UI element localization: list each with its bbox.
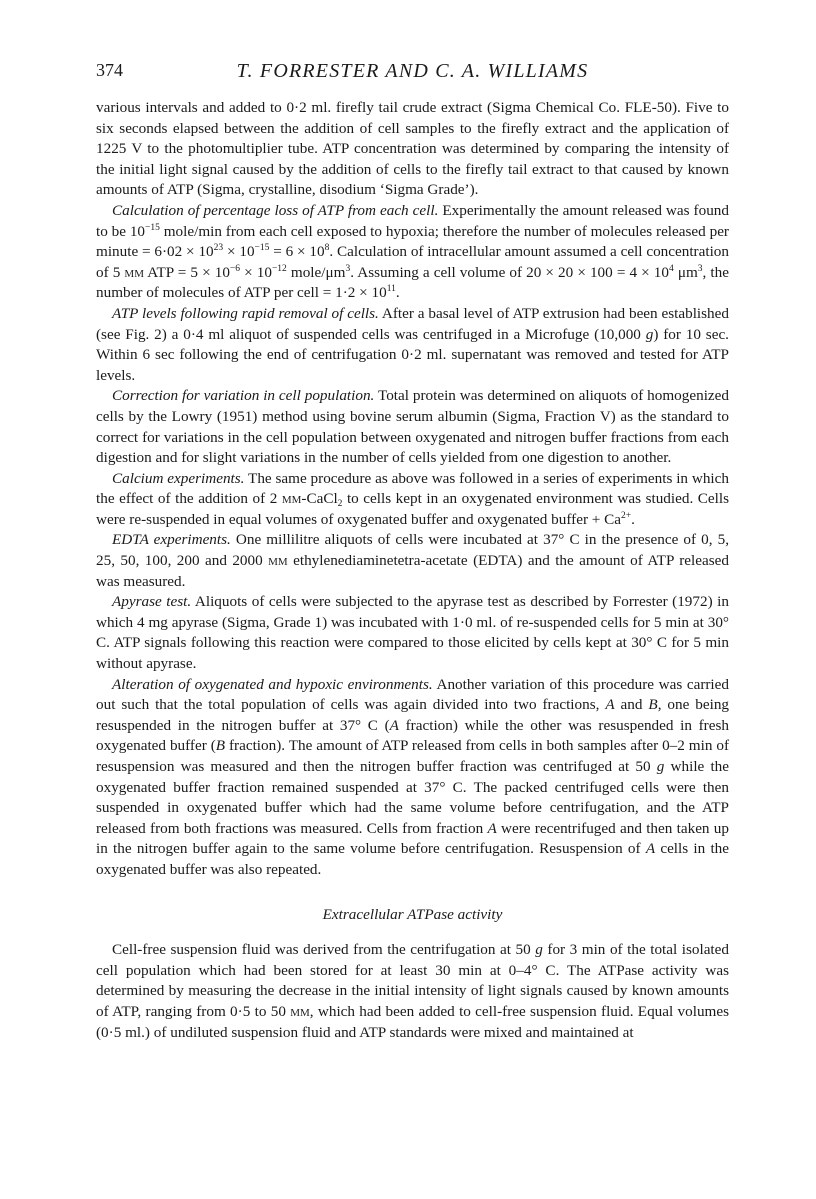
superscript: 4: [669, 263, 674, 274]
text-run: ATP = 5 × 10: [143, 263, 230, 281]
superscript: −12: [271, 263, 287, 274]
page-header: [96, 60, 729, 98]
text-run: . Calculation of intracellular amount assumed a cell concentration of 5: [96, 243, 729, 281]
italic-symbol: B: [215, 737, 226, 755]
italic-symbol: A: [389, 716, 399, 734]
text-run: = 6 × 10: [269, 243, 325, 261]
text-run: fraction). The amount of ATP released from cells in both samples after 0–2 min of resuspension was measured and then the nitrogen buffer fraction was centrifuged at 50: [96, 737, 729, 775]
superscript: 3: [697, 263, 703, 274]
text-run: , the number of molecules of ATP per cell = 1·2 × 10: [96, 263, 729, 302]
text-run: × 10: [223, 243, 255, 261]
text-run: × 10: [240, 263, 272, 281]
paragraph-lead: Correction for variation in cell population.: [112, 387, 375, 405]
paragraph-methods-continued: various intervals and added to 0·2 ml. firefly tail crude extract (Sigma Chemical Co. FLE-50). Five to six seconds elapsed between the addition of cell samples to the firefly extract and the application of 1225 V to the photomultiplier tube. ATP concentration was determined by comparing the intensity of the initial light signal caused by the addition of cells to the firefly tail extract to that caused by known amounts of ATP (Sigma, crystalline, disodium ‘Sigma Grade’).: [96, 99, 729, 199]
text-run: were recentrifuged and then taken up in the nitrogen buffer again to the same volume before centrifugation. Resuspension of: [96, 819, 729, 858]
small-caps-unit: μm: [268, 552, 288, 570]
italic-symbol: A: [487, 819, 497, 837]
text-run: ethylenediaminetetra-acetate (EDTA) and the amount of ATP released was measured.: [96, 552, 729, 590]
superscript: 23: [213, 243, 224, 254]
italic-symbol: A: [645, 840, 656, 858]
paragraph-lead: Calculation of percentage loss of ATP from each cell.: [112, 201, 439, 219]
text-run: to cells kept in an oxygenated environment was studied. Cells were re-suspended in equal volumes of oxygenated buffer and oxygenated buffer + Ca: [96, 490, 730, 528]
text-run: , one being resuspended in the nitrogen buffer at 37° C (: [96, 696, 730, 734]
italic-symbol: g: [645, 325, 654, 343]
page-number: 374: [96, 60, 123, 80]
italic-symbol: B: [648, 696, 658, 714]
paragraph-alteration: [96, 675, 729, 881]
paragraph-lead: ATP levels following rapid removal of cells.: [112, 304, 379, 322]
superscript: −15: [145, 222, 160, 233]
small-caps-unit: mm: [124, 263, 144, 281]
text-run: cells in the oxygenated buffer was also repeated.: [96, 840, 729, 878]
text-run: Aliquots of cells were subjected to the apyrase test as described by Forrester (1972) in which 4 mg apyrase (Sigma, Grade 1) was incubated with 1·0 ml. of re-suspended cells for 5 min at 30° C. ATP signals following this reaction were compared to those elicited by cells kept at 30° C for 5 min without apyrase.: [96, 593, 729, 673]
text-run: Another variation of this procedure was carried out such that the total population of cells was again divided into two fractions,: [96, 675, 729, 714]
paragraph-lead: Calcium experiments.: [112, 469, 245, 487]
superscript: 11: [386, 284, 396, 295]
text-run: μm: [673, 263, 698, 281]
italic-symbol: A: [605, 696, 615, 714]
text-run: ) for 10 sec. Within 6 sec following the end of centrifugation 0·2 ml. supernatant was removed and tested for ATP levels.: [96, 325, 729, 384]
superscript: −15: [254, 243, 270, 254]
paragraph-atpase: [96, 940, 729, 1043]
journal-page: [96, 60, 729, 1043]
superscript: 2+: [621, 510, 632, 521]
text-run: One millilitre aliquots of cells were incubated at 37° C in the presence of 0, 5, 25, 50, 100, 200 and 2000: [96, 531, 729, 570]
section-heading: Extracellular ATPase activity: [322, 905, 503, 923]
text-run: while the oxygenated buffer fraction remained suspended at 37° C. The packed centrifuged cells were then suspended in oxygenated buffer which had the same volume before centrifugation, and the ATP released from both fractions was measured. Cells from fraction: [96, 758, 730, 837]
paragraph-calculation: [96, 201, 729, 304]
text-run: and: [614, 696, 649, 714]
paragraph-lead: Alteration of oxygenated and hypoxic environments.: [112, 675, 433, 693]
paragraph-correction: [96, 386, 729, 468]
superscript: −6: [229, 263, 241, 274]
text-run: Total protein was determined on aliquots of homogenized cells by the Lowry (1951) method using bovine serum albumin (Sigma, Fraction V) as the standard to correct for variations in the cell population between oxygenated and nitrogen buffer fractions from each digestion and for slight variations in the number of cells yielded from one digestion to another.: [96, 387, 729, 467]
paragraph-lead: EDTA experiments.: [112, 531, 231, 549]
text-run: . Assuming a cell volume of 20 × 20 × 100 = 4 × 10: [350, 263, 669, 281]
paragraph-lead: Apyrase test.: [112, 593, 192, 611]
text-run: mole/min from each cell exposed to hypoxia; therefore the number of molecules released per minute = 6·02 × 10: [96, 222, 729, 261]
paragraph-edta: [96, 530, 729, 592]
paragraph-atp-levels: [96, 304, 729, 386]
paragraph-apyrase: [96, 592, 729, 674]
text-run: .: [395, 284, 400, 302]
text-run: Cell-free suspension fluid was derived from the centrifugation at 50: [112, 941, 536, 959]
italic-symbol: g: [535, 941, 543, 959]
running-title: T. FORRESTER AND C. A. WILLIAMS: [236, 60, 589, 82]
text-run: , which had been added to cell-free suspension fluid. Equal volumes (0·5 ml.) of undiluted suspension fluid and ATP standards were mixed and maintained at: [96, 1002, 729, 1041]
text-run: -CaCl: [301, 490, 338, 508]
text-run: Experimentally the amount released was found to be 10: [96, 201, 729, 240]
text-run: fraction) while the other was resuspended in fresh oxygenated buffer (: [96, 716, 729, 755]
paragraph-calcium: [96, 469, 729, 531]
text-run: .: [631, 510, 635, 528]
text-run: for 3 min of the total isolated cell population which had been stored for at least 30 min at 0–4° C. The ATPase activity was determined by measuring the decrease in the initial intensity of light signals caused by known amounts of ATP, ranging from 0·5 to 50: [96, 941, 729, 1020]
text-run: After a basal level of ATP extrusion had been established (see Fig. 2) a 0·4 ml aliquot of suspended cells was centrifuged in a Microfuge (10,000: [96, 304, 729, 343]
italic-symbol: g: [656, 758, 665, 775]
subscript: 2: [337, 499, 343, 510]
article-body: [96, 98, 729, 1043]
text-run: The same procedure as above was followed in a series of experiments in which the effect of the addition of 2: [96, 469, 729, 508]
small-caps-unit: mm: [281, 490, 302, 508]
superscript: 8: [324, 243, 330, 254]
small-caps-unit: μm: [290, 1002, 310, 1020]
superscript: 3: [345, 263, 351, 274]
text-run: mole/μm: [286, 263, 346, 281]
